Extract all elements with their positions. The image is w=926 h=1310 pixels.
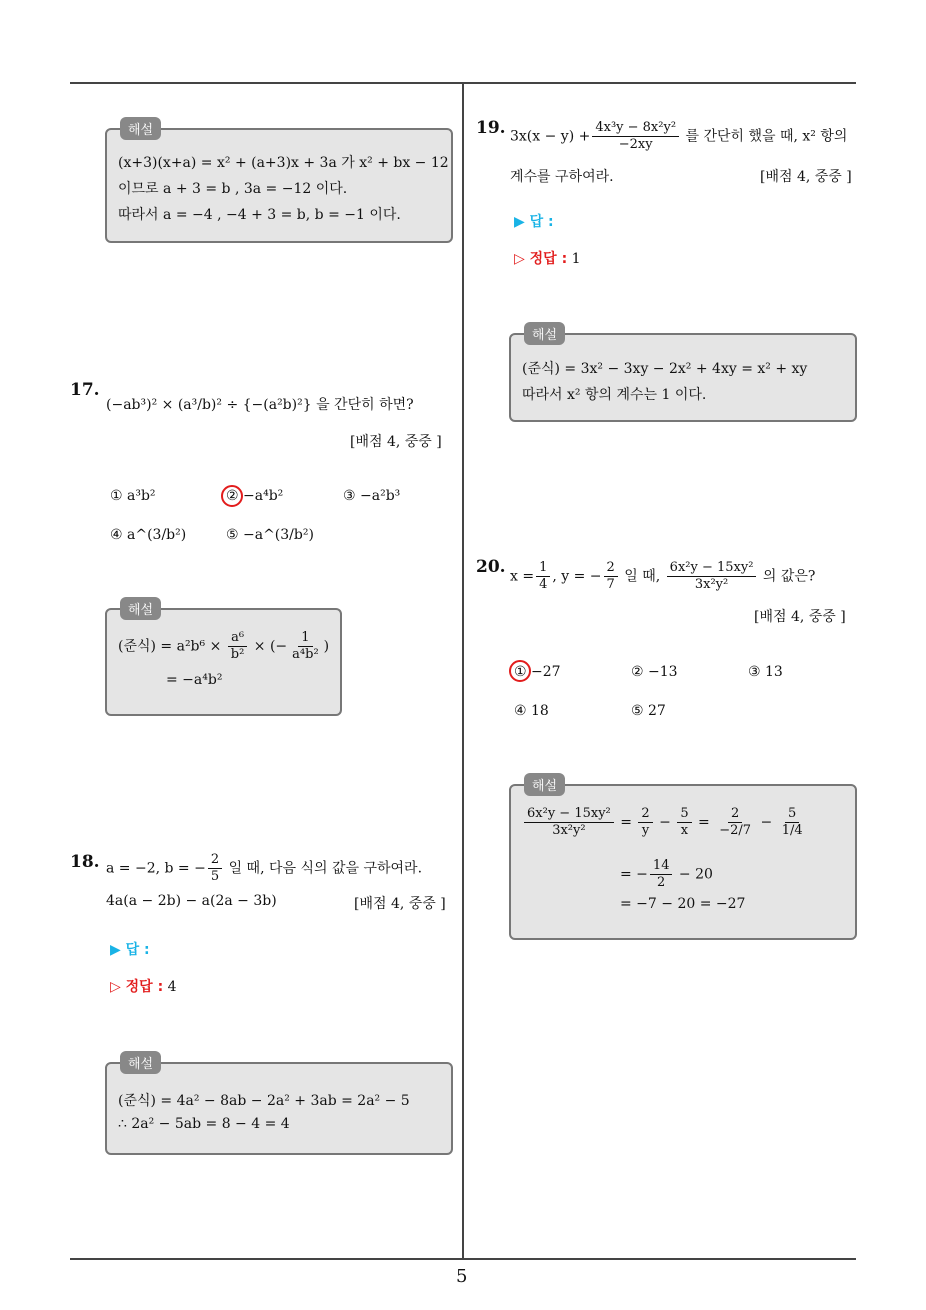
q20-q-frac3 [667, 560, 757, 593]
q17-number: 17. [70, 380, 100, 400]
q17-choice-2[interactable]: ② −a⁴b² [226, 488, 284, 504]
q20-sol-frac3-den: x [680, 823, 689, 838]
q20-sol-frac3-num: 5 [677, 806, 691, 823]
q17-choice-1[interactable]: ① a³b² [110, 488, 156, 504]
q20-sol-frac5-den: 1/4 [781, 823, 803, 838]
q20-sol-frac4-num: 2 [728, 806, 742, 823]
q20-sol-frac6-num: 14 [650, 858, 673, 875]
q20-q-frac1-num: 1 [536, 560, 550, 577]
q19-question-suffix: 를 간단히 했을 때, x² 항의 [685, 128, 848, 145]
q18-meta: [배점 4, 중중 ] [354, 896, 446, 912]
q19-solution-line: (준식) = 3x² − 3xy − 2x² + 4xy = x² + xy [522, 361, 808, 377]
q19-question [510, 120, 847, 153]
q19-question-frac [592, 120, 679, 153]
page-number: 5 [456, 1266, 468, 1287]
q17-sol-frac-2-den: a⁴b² [292, 647, 319, 662]
q20-sol-frac1 [524, 806, 614, 839]
q18-correct-label: ▷ 정답 : [110, 979, 164, 995]
q20-sol-frac3 [677, 806, 691, 839]
q19-answer-label[interactable]: ▶ 답 : [514, 214, 554, 230]
q17-sol-frac-1-num: a⁶ [228, 630, 247, 647]
q16-solution-line: 따라서 a = −4 , −4 + 3 = b, b = −1 이다. [118, 207, 401, 223]
q18-number: 18. [70, 852, 100, 872]
q20-sol-frac2-den: y [641, 823, 650, 838]
q18-question-frac-num: 2 [208, 852, 222, 869]
q20-sol-frac4-den: −2/7 [719, 823, 752, 838]
q20-sol-minus2: − [760, 814, 773, 831]
q20-q-frac2-num: 2 [604, 560, 618, 577]
q20-sol-frac5-num: 5 [785, 806, 799, 823]
q20-solution-tag: 해설 [524, 773, 565, 796]
q17-sol-frac-1 [228, 630, 248, 663]
q16-solution-line: (x+3)(x+a) = x² + (a+3)x + 3a 가 x² + bx − 12 [118, 155, 449, 171]
q20-q-frac3-num: 6x²y − 15xy² [667, 560, 757, 577]
q17-choice-4[interactable]: ④ a^(3/b²) [110, 527, 187, 543]
q17-sol-frac-1-den: b² [230, 647, 245, 662]
q20-choice-4[interactable]: ④ 18 [514, 703, 549, 719]
q19-correct [514, 248, 581, 268]
q20-q-part1: x = [510, 568, 535, 585]
q20-solution-line-3: = −7 − 20 = −27 [620, 896, 746, 912]
q16-solution-tag: 해설 [120, 117, 161, 140]
q17-solution-line-2: = −a⁴b² [166, 672, 223, 688]
q20-meta: [배점 4, 중중 ] [754, 609, 846, 625]
q20-sol-frac5 [779, 806, 806, 839]
q18-solution-line: (준식) = 4a² − 8ab − 2a² + 3ab = 2a² − 5 [118, 1093, 410, 1109]
q19-meta: [배점 4, 중중 ] [760, 169, 852, 185]
q20-sol-minus1: − [659, 814, 671, 831]
q20-solution-line-1 [522, 806, 808, 839]
q17-sol-frac-2 [289, 630, 322, 663]
q17-sol-frac-2-num: 1 [298, 630, 312, 647]
q20-choice-2[interactable]: ② −13 [631, 664, 678, 680]
q17-choice-5[interactable]: ⑤ −a^(3/b²) [226, 527, 314, 543]
q20-q-part2: , y = − [552, 568, 602, 585]
q20-solution-line-2 [620, 858, 713, 891]
q20-q-frac3-den: 3x²y² [694, 577, 729, 592]
q18-question-frac [208, 852, 222, 885]
q20-sol-frac6 [650, 858, 673, 891]
q20-sol-frac2 [638, 806, 652, 839]
q17-sol-prefix: (준식) = a²b⁶ × [118, 638, 222, 655]
q19-solution-line: 따라서 x² 항의 계수는 1 이다. [522, 387, 707, 403]
q18-correct-value: 4 [167, 979, 177, 995]
q20-sol-frac6-den: 2 [657, 875, 666, 890]
q19-question-prefix: 3x(x − y) + [510, 128, 591, 145]
q17-solution-tag: 해설 [120, 597, 161, 620]
q20-question [510, 560, 815, 593]
q20-sol-frac2-num: 2 [638, 806, 652, 823]
q17-sol-mid: × (− [253, 638, 288, 655]
q20-sol-frac4 [716, 806, 754, 839]
q20-q-frac2 [604, 560, 618, 593]
q19-correct-label: ▷ 정답 : [514, 251, 568, 267]
q17-sol-suffix: ) [323, 638, 330, 655]
column-divider [462, 84, 464, 1259]
q19-question-line2: 계수를 구하여라. [510, 169, 614, 185]
q19-question-frac-den: −2xy [618, 137, 653, 152]
q17-choice-3[interactable]: ③ −a²b³ [343, 488, 401, 504]
q20-sol-frac1-num: 6x²y − 15xy² [524, 806, 614, 823]
q17-solution-line-1 [118, 630, 329, 663]
q18-question [106, 852, 422, 885]
q20-sol-frac1-den: 3x²y² [552, 823, 586, 838]
q18-question-frac-den: 5 [210, 869, 220, 884]
q16-solution-line: 이므로 a + 3 = b , 3a = −12 이다. [118, 181, 348, 197]
q18-solution-tag: 해설 [120, 1051, 161, 1074]
q18-expression: 4a(a − 2b) − a(2a − 3b) [106, 893, 277, 909]
q18-question-prefix: a = −2, b = − [106, 860, 206, 877]
q18-question-suffix: 일 때, 다음 식의 값을 구하여라. [228, 860, 423, 877]
q19-solution-tag: 해설 [524, 322, 565, 345]
q20-number: 20. [476, 557, 506, 577]
q20-q-frac1-den: 4 [539, 577, 548, 592]
q20-q-part3: 일 때, [624, 568, 661, 585]
q18-answer-label[interactable]: ▶ 답 : [110, 942, 150, 958]
q19-correct-value: 1 [571, 251, 581, 267]
q17-meta: [배점 4, 중중 ] [350, 434, 442, 450]
q20-choice-3[interactable]: ③ 13 [748, 664, 783, 680]
q20-q-frac1 [536, 560, 550, 593]
q20-q-frac2-den: 7 [606, 577, 615, 592]
q20-choice-1[interactable]: ① −27 [514, 664, 561, 680]
q18-correct [110, 976, 177, 996]
q18-solution-line: ∴ 2a² − 5ab = 8 − 4 = 4 [118, 1116, 290, 1132]
q20-sol-line2-prefix: = − [620, 866, 648, 883]
q20-choice-5[interactable]: ⑤ 27 [631, 703, 666, 719]
bottom-rule [70, 1258, 856, 1260]
q20-sol-line2-suffix: − 20 [678, 866, 713, 883]
q19-number: 19. [476, 118, 506, 138]
q20-q-part4: 의 값은? [762, 568, 816, 585]
q20-sol-eq2: = [698, 814, 710, 831]
q20-sol-eq1: = [620, 814, 632, 831]
q19-question-frac-num: 4x³y − 8x²y² [592, 120, 679, 137]
q17-question: (−ab³)² × (a³/b)² ÷ {−(a²b)²} 을 간단히 하면? [106, 397, 414, 413]
